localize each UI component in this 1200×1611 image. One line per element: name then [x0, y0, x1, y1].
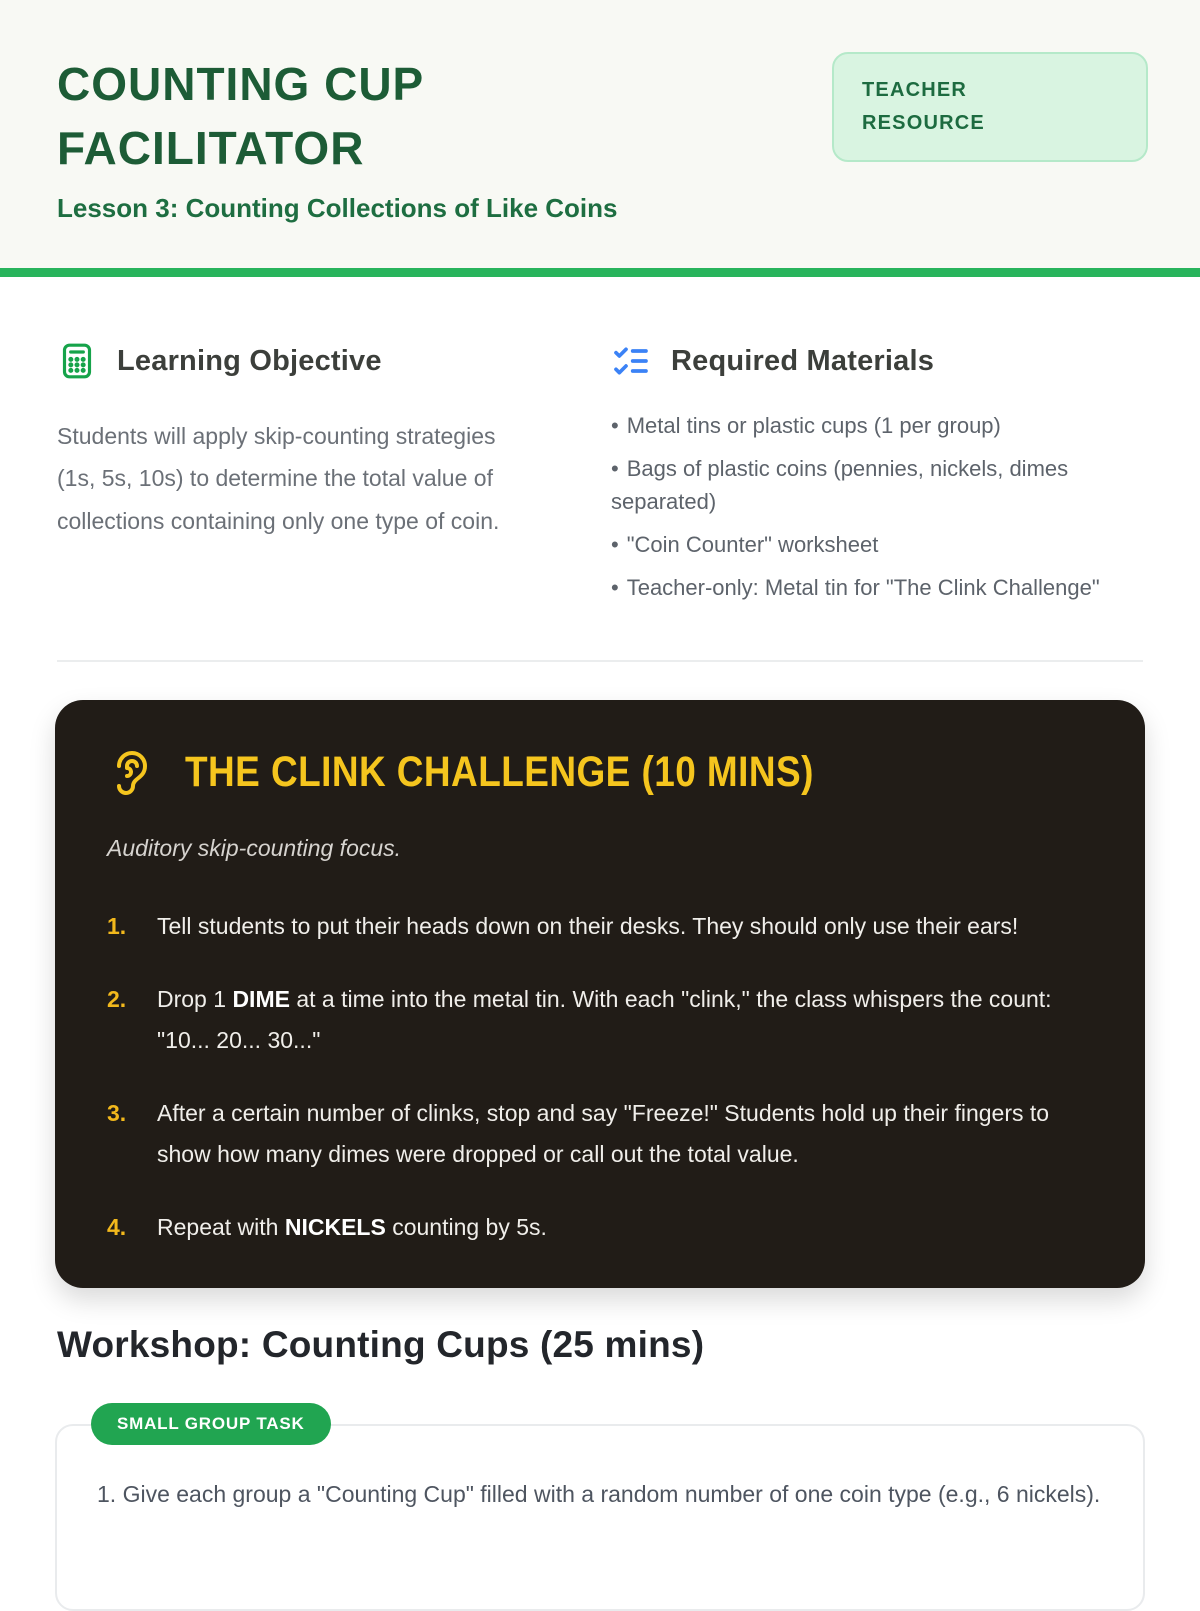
ear-icon — [107, 749, 155, 797]
clink-heading-row — [107, 748, 1093, 797]
step-text-post: counting by 5s. — [385, 1213, 547, 1240]
required-materials-section — [611, 341, 1143, 614]
clink-steps — [107, 906, 1093, 1248]
info-columns — [0, 277, 1200, 614]
clink-title: THE CLINK CHALLENGE (10 MINS) — [185, 748, 814, 796]
page-subtitle: Lesson 3: Counting Collections of Like Coins — [57, 192, 618, 223]
bullet-dot: • — [611, 456, 619, 481]
teacher-resource-badge-label: TEACHER RESOURCE — [862, 79, 985, 134]
step-text — [157, 979, 1093, 1061]
learning-objective-text: Students will apply skip-counting strategies (1s, 5s, 10s) to determine the total value of collections containing only one type of coin. — [57, 423, 500, 534]
task-step-text: 1. Give each group a "Counting Cup" filled with a random number of one coin type (e.g., 6 nickels). — [97, 1480, 1101, 1507]
clink-subtitle: Auditory skip-counting focus. — [107, 835, 402, 861]
materials-item-text: Bags of plastic coins (pennies, nickels, dimes separated) — [611, 456, 1069, 514]
step-item — [107, 979, 1093, 1061]
materials-list — [611, 409, 1143, 604]
step-number: 2. — [107, 985, 127, 1012]
header-section — [0, 0, 1200, 268]
materials-item-text: Teacher-only: Metal tin for "The Clink Challenge" — [626, 575, 1100, 600]
step-item — [107, 1207, 1093, 1248]
learning-objective-section — [57, 341, 533, 614]
step-number: 3. — [107, 1099, 127, 1126]
materials-list-item — [611, 409, 1143, 442]
learning-objective-title: Learning Objective — [117, 344, 382, 377]
step-text — [157, 906, 1018, 947]
materials-item-text: "Coin Counter" worksheet — [626, 532, 879, 557]
required-materials-title: Required Materials — [671, 344, 935, 377]
task-section — [55, 1413, 1145, 1611]
step-item — [107, 1093, 1093, 1175]
materials-list-item — [611, 452, 1143, 518]
clink-challenge-card — [55, 700, 1145, 1288]
teacher-resource-badge — [832, 52, 1148, 162]
small-group-task-badge: SMALL GROUP TASK — [91, 1403, 331, 1445]
page-title-line1: COUNTING CUP — [57, 58, 425, 110]
workshop-heading: Workshop: Counting Cups (25 mins) — [57, 1323, 705, 1365]
section-divider — [57, 660, 1143, 662]
bullet-dot: • — [611, 532, 619, 557]
step-text-pre: After a certain number of clinks, stop and say "Freeze!" Students hold up their fingers to show how many dimes were dropped or call out the total value. — [157, 1099, 1050, 1167]
step-text-pre: Drop 1 — [157, 985, 233, 1012]
step-text-post: at a time into the metal tin. With each "clink," the class whispers the count: "10... 20... 30..." — [157, 985, 1052, 1053]
step-number: 4. — [107, 1213, 127, 1240]
checklist-icon — [611, 341, 651, 381]
materials-list-item — [611, 571, 1143, 604]
page-title-line2: FACILITATOR — [57, 122, 365, 175]
step-text — [157, 1093, 1093, 1175]
materials-item-text: Metal tins or plastic cups (1 per group) — [626, 413, 1001, 438]
step-number: 1. — [107, 913, 127, 939]
learning-objective-heading-row — [57, 341, 533, 381]
step-text-pre: Repeat with — [157, 1213, 285, 1240]
step-text-bold: DIME — [232, 985, 290, 1012]
step-text-bold: NICKELS — [284, 1213, 386, 1240]
green-divider — [0, 268, 1200, 277]
step-item — [107, 906, 1093, 947]
bullet-dot: • — [611, 575, 619, 600]
required-materials-heading-row — [611, 341, 1143, 381]
bullet-dot: • — [611, 413, 619, 438]
step-text-pre: Tell students to put their heads down on their desks. They should only use their ears! — [157, 913, 1019, 939]
step-text — [157, 1207, 547, 1248]
task-card — [55, 1424, 1145, 1611]
materials-list-item — [611, 528, 1143, 561]
calculator-icon — [57, 341, 97, 381]
